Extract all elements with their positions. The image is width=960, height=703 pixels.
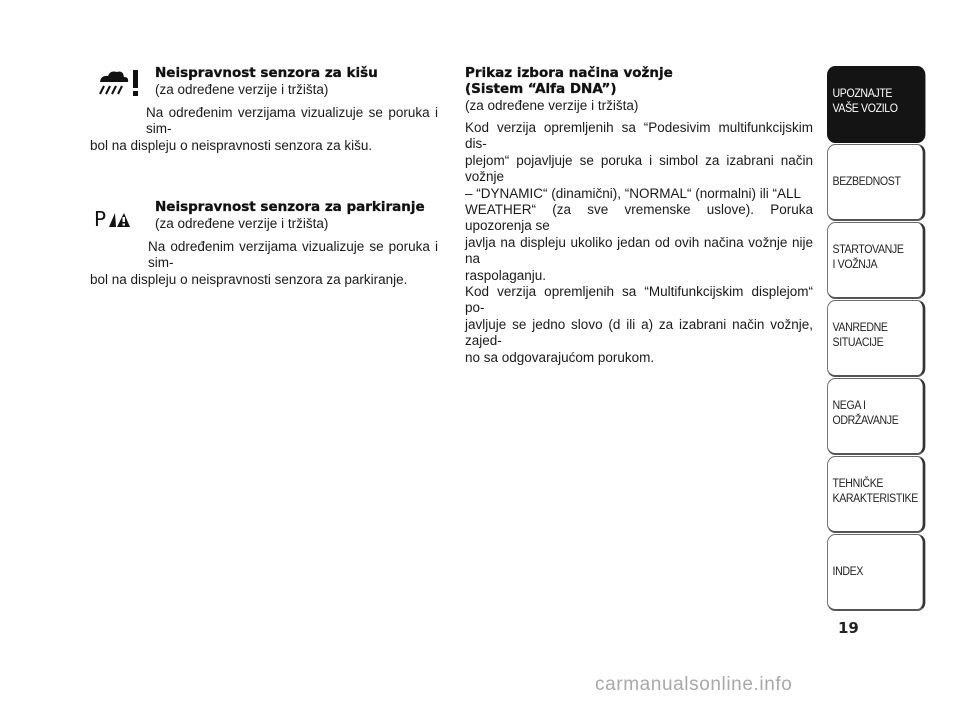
tab-label-line1: VANREDNE <box>832 322 888 334</box>
tab-label-line1: NEGA I <box>832 400 866 412</box>
tab-vanredne-situacije[interactable] <box>827 300 925 377</box>
rain-sensor-body <box>90 105 438 154</box>
drive-mode-section <box>465 65 813 366</box>
parking-sensor-body-line1: Na određenim verzijama vizualizuje se poruka i sim- <box>148 239 438 271</box>
drive-mode-subtitle: (za određene verzije i tržišta) <box>465 98 639 113</box>
tab-index[interactable] <box>827 534 925 611</box>
parking-sensor-fault-icon <box>94 207 134 231</box>
drive-mode-body-line: Kod verzija opremljenih sa “Podesivim multifunkcijskim dis- <box>465 120 813 152</box>
watermark: carmanualsonline.info <box>595 674 793 695</box>
parking-sensor-body-line2: bol na displeju o neispravnosti senzora za parkiranje. <box>90 271 408 287</box>
drive-mode-body-line: Kod verzija opremljenih sa “Multifunkcijskim displejom“ po- <box>465 284 813 316</box>
drive-mode-body-line: plejom“ pojavljuje se poruka i simbol za izabrani način vožnje <box>465 152 813 185</box>
tab-label-line2: VAŠE VOZILO <box>832 103 898 115</box>
tab-nega-i-odrzavanje[interactable] <box>827 378 925 455</box>
tab-startovanje-i-voznja[interactable] <box>827 222 925 299</box>
svg-text:P: P <box>94 207 107 231</box>
drive-mode-body-line: – “DYNAMIC“ (dinamični), “NORMAL“ (normalni) ili “ALL <box>465 185 802 201</box>
drive-mode-body-line: WEATHER“ (za sve vremenske uslove). Poruka upozorenja se <box>465 202 813 234</box>
parking-sensor-section <box>90 199 438 288</box>
tab-label-line1: STARTOVANJE <box>832 244 904 256</box>
tab-label-line1: TEHNIČKE <box>832 478 884 490</box>
drive-mode-body <box>465 120 813 366</box>
rain-sensor-body-line2: bol na displeju o neispravnosti senzora za kišu. <box>90 137 373 153</box>
drive-mode-body-line: javljuje se jedno slovo (d ili a) za izabrani način vožnje, zajed- <box>465 316 813 349</box>
tab-label-line1: BEZBEDNOST <box>832 176 901 188</box>
rain-sensor-body-line1: Na određenim verzijama vizualizuje se poruka i sim- <box>146 105 438 137</box>
tab-label-line2: ODRŽAVANJE <box>832 415 899 427</box>
rain-sensor-subtitle: (za određene verzije i tržišta) <box>155 82 329 97</box>
rain-sensor-section <box>90 65 438 154</box>
tab-label-line2: KARAKTERISTIKE <box>832 493 918 505</box>
drive-mode-body-line: raspolaganju. <box>465 267 547 283</box>
tab-bezbednost[interactable] <box>827 144 925 221</box>
drive-mode-body-line: javlja na displeju ukoliko jedan od ovih načina vožnje nije na <box>465 234 813 267</box>
rain-sensor-fault-icon <box>96 67 144 101</box>
tab-label-line1: INDEX <box>832 566 864 578</box>
parking-sensor-heading: Neispravnost senzora za parkiranje <box>155 199 425 215</box>
drive-mode-heading-line1: Prikaz izbora načina vožnje <box>465 65 673 81</box>
drive-mode-heading-line2: (Sistem “Alfa DNA”) <box>465 81 617 97</box>
tab-tehnicke-karakteristike[interactable] <box>827 456 925 533</box>
rain-sensor-heading: Neispravnost senzora za kišu <box>155 65 378 81</box>
tab-label-line2: SITUACIJE <box>832 337 884 349</box>
parking-sensor-subtitle: (za određene verzije i tržišta) <box>155 216 329 231</box>
tab-label-line1: UPOZNAJTE <box>832 88 893 100</box>
tab-label-line2: I VOŽNJA <box>832 259 878 271</box>
drive-mode-body-line: no sa odgovarajućom porukom. <box>465 349 655 365</box>
page-number: 19 <box>838 619 859 637</box>
chapter-tabs <box>827 66 934 612</box>
parking-sensor-body <box>90 239 438 288</box>
tab-upoznajte-vase-vozilo[interactable] <box>827 66 925 143</box>
